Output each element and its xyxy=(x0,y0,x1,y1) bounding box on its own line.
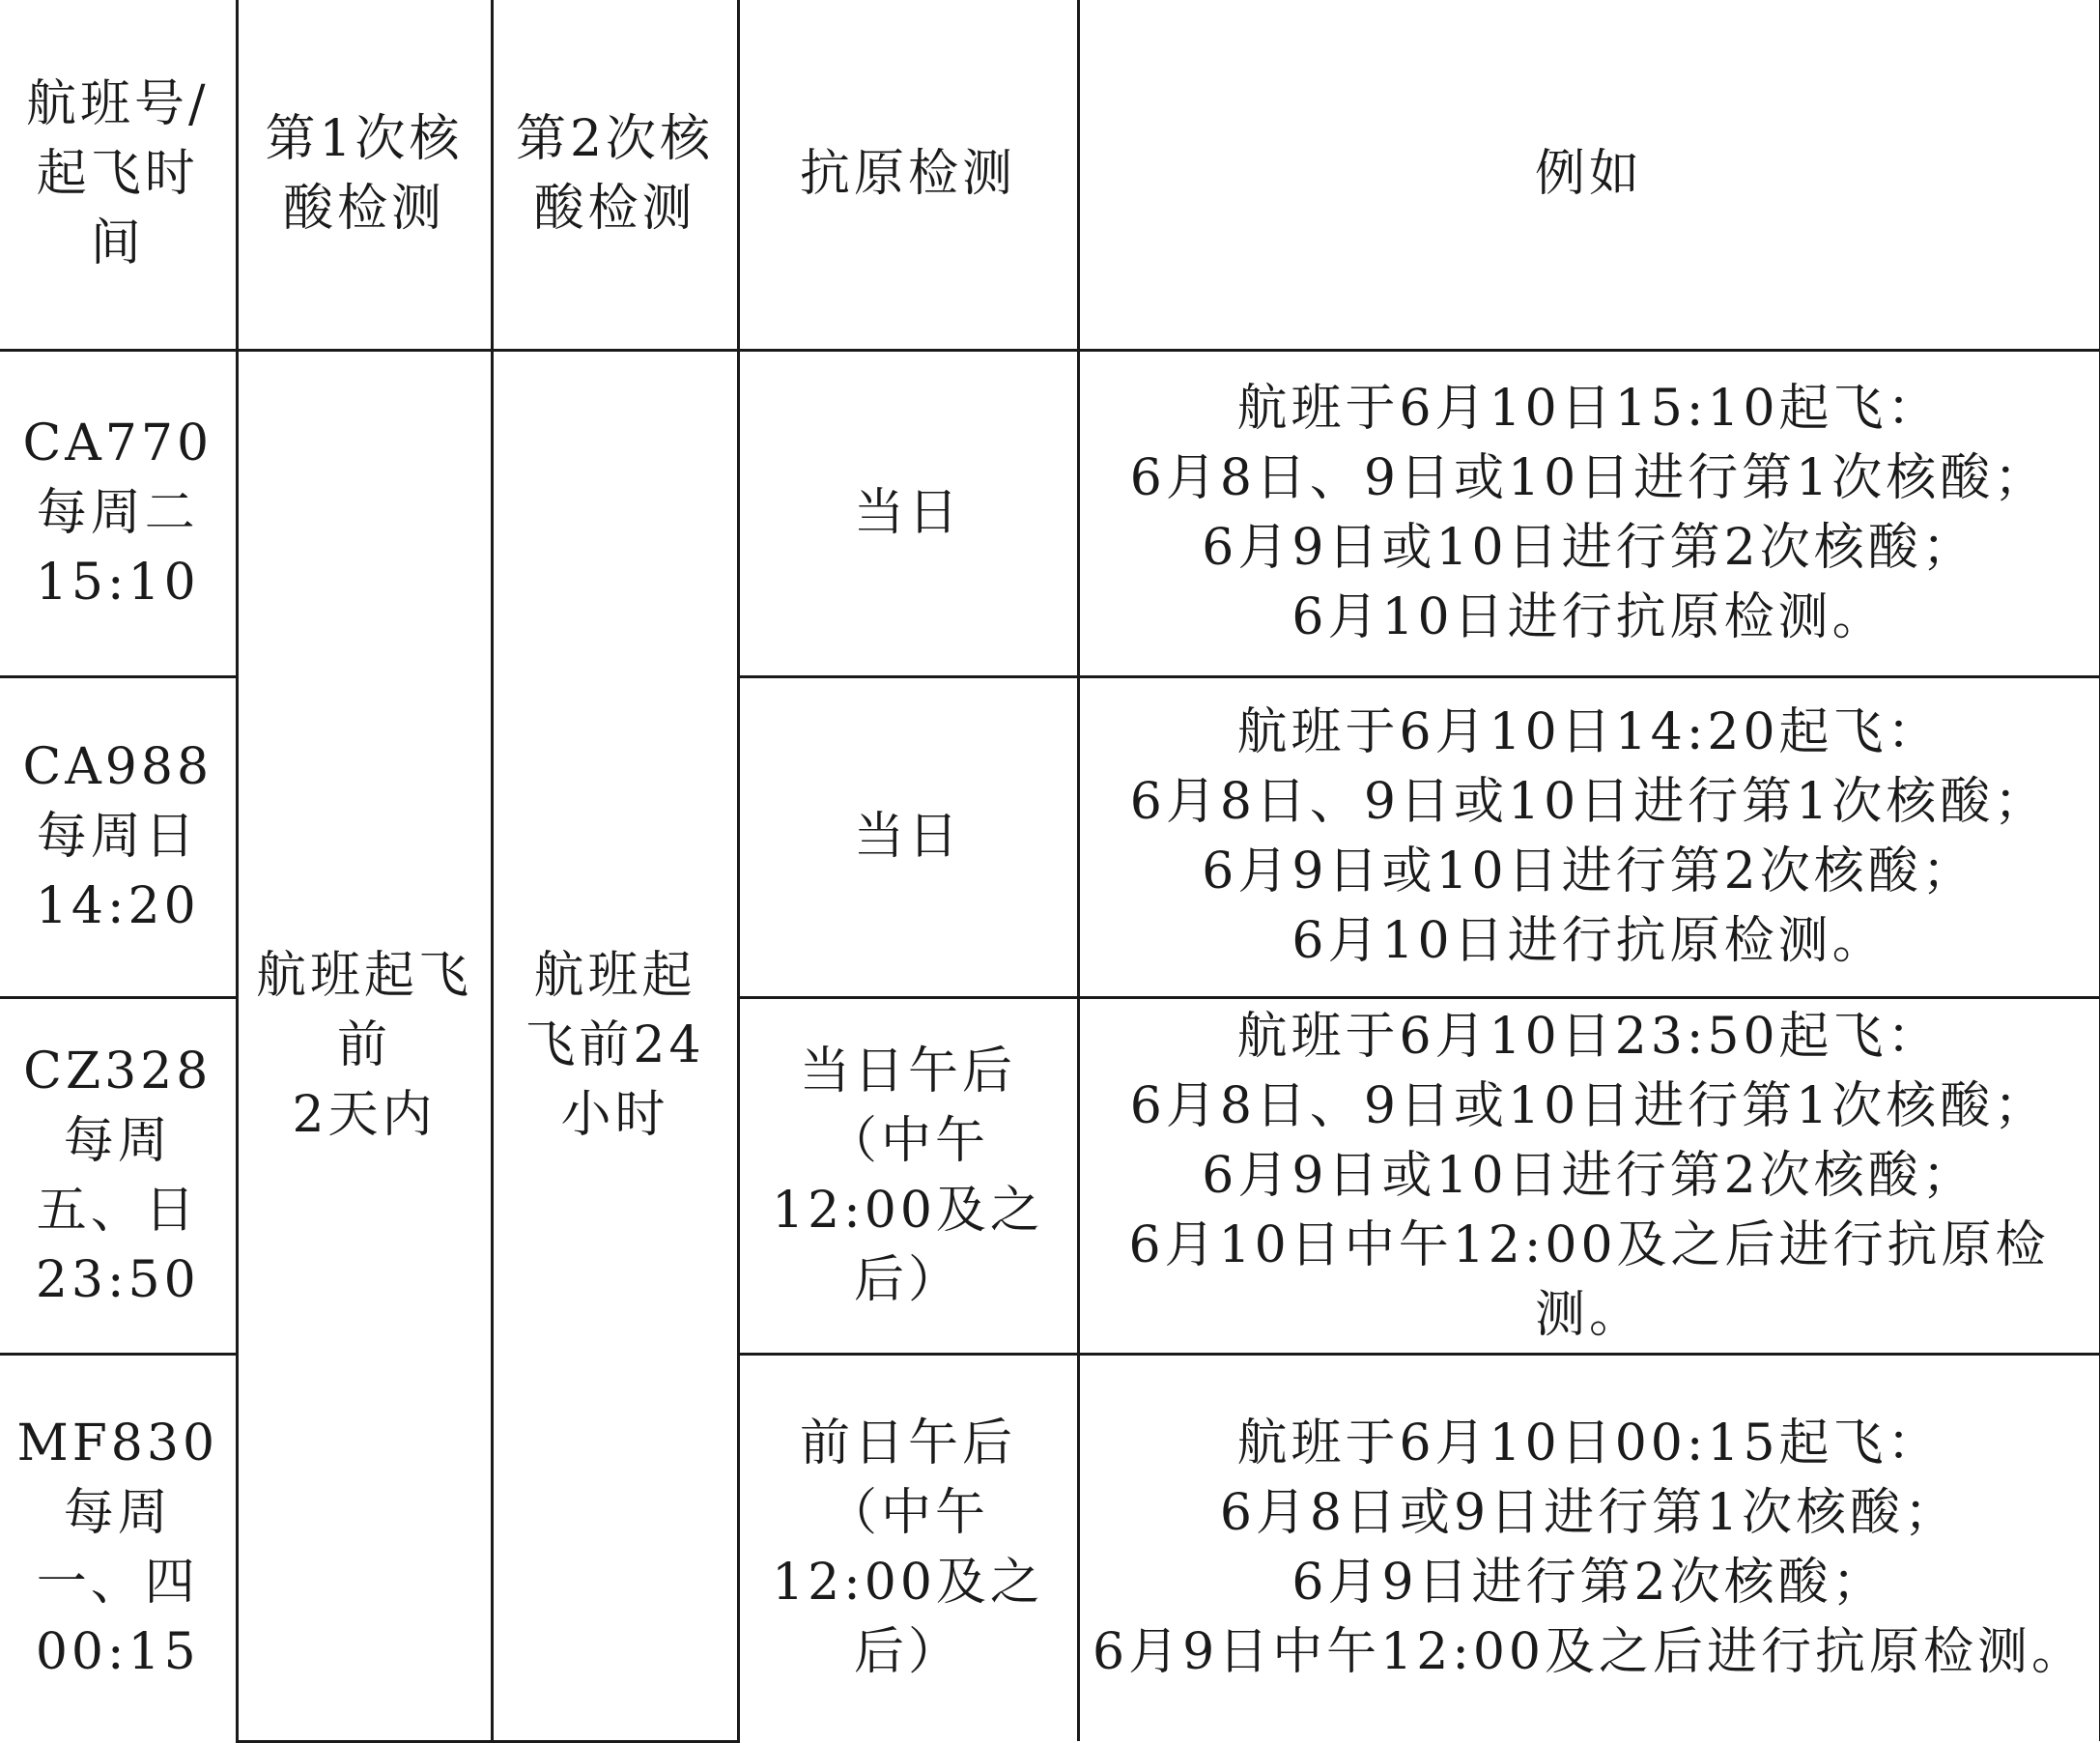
header-second-test-line: 第2次核 xyxy=(515,110,715,169)
first-test-window-line: 2天内 xyxy=(292,1086,437,1144)
example-line: 6月10日进行抗原检测。 xyxy=(1291,588,1887,646)
header-antigen-test-line: 抗原检测 xyxy=(799,145,1016,204)
antigen-cell xyxy=(738,1354,1078,1741)
example-line: 6月9日或10日进行第2次核酸； xyxy=(1202,1146,1976,1205)
flight-line: MF830 xyxy=(16,1414,219,1473)
flight-line: 14:20 xyxy=(35,877,200,935)
example-line: 6月8日、9日或10日进行第1次核酸； xyxy=(1129,773,2049,831)
example-cell xyxy=(1078,350,2100,676)
header-second-test xyxy=(492,0,738,350)
first-test-window-line: 航班起飞 xyxy=(255,947,472,1005)
antigen-cell xyxy=(738,676,1078,997)
header-second-test-line: 酸检测 xyxy=(533,180,696,239)
flight-line: 每周 xyxy=(63,1484,172,1543)
example-line: 6月9日或10日进行第2次核酸； xyxy=(1202,843,1976,900)
header-first-test-line: 第1次核 xyxy=(265,110,464,169)
second-test-window-line: 飞前24 xyxy=(525,1016,705,1074)
flight-line: 23:50 xyxy=(35,1250,200,1309)
example-line: 航班于6月10日15:10起飞： xyxy=(1236,380,1942,438)
example-line: 6月9日或10日进行第2次核酸； xyxy=(1202,519,1976,577)
flight-line: 00:15 xyxy=(35,1623,200,1682)
example-line: 6月8日、9日或10日进行第1次核酸； xyxy=(1129,1076,2049,1135)
example-cell xyxy=(1078,1354,2100,1741)
flight-line: 15:10 xyxy=(35,554,200,612)
antigen-line: 12:00及之 xyxy=(772,1554,1044,1613)
flight-cell xyxy=(0,350,237,676)
header-example-line: 例如 xyxy=(1534,145,1643,204)
antigen-line: 后） xyxy=(853,1250,962,1309)
header-first-test xyxy=(237,0,492,350)
flight-cell xyxy=(0,1354,237,1741)
first-test-window-line: 前 xyxy=(336,1016,391,1074)
flight-cell xyxy=(0,997,237,1354)
example-line: 6月9日中午12:00及之后进行抗原检测。 xyxy=(1092,1623,2086,1682)
example-line: 航班于6月10日00:15起飞： xyxy=(1236,1414,1942,1473)
example-line: 6月9日进行第2次核酸； xyxy=(1291,1554,1887,1613)
header-flight-time-line: 起飞时 xyxy=(36,145,199,204)
antigen-cell xyxy=(738,997,1078,1354)
example-line: 6月8日或9日进行第1次核酸； xyxy=(1219,1484,1959,1543)
second-test-window-line: 小时 xyxy=(560,1086,669,1144)
header-antigen-test xyxy=(738,0,1078,350)
flight-line: CZ328 xyxy=(23,1042,213,1100)
example-cell xyxy=(1078,676,2100,997)
antigen-line: （中午 xyxy=(826,1111,989,1170)
header-flight-time xyxy=(0,0,237,350)
antigen-line: 12:00及之 xyxy=(772,1181,1044,1240)
header-first-test-line: 酸检测 xyxy=(282,180,445,239)
flight-line: 每周二 xyxy=(36,484,199,542)
antigen-line: （中午 xyxy=(826,1484,989,1543)
example-line: 6月10日进行抗原检测。 xyxy=(1291,912,1887,970)
flight-cell xyxy=(0,676,237,997)
flight-line: CA770 xyxy=(22,414,213,472)
example-line: 航班于6月10日14:20起飞： xyxy=(1236,703,1942,761)
example-line: 航班于6月10日23:50起飞： xyxy=(1236,1007,1942,1066)
header-example xyxy=(1078,0,2100,350)
first-test-window-cell xyxy=(237,350,492,1741)
header-flight-time-line: 航班号/ xyxy=(25,75,210,134)
header-flight-time-line: 间 xyxy=(90,214,145,273)
example-line: 6月10日中午12:00及之后进行抗原检测。 xyxy=(1128,1215,2050,1344)
example-line: 6月8日、9日或10日进行第1次核酸； xyxy=(1129,449,2049,507)
flight-line: 每周日 xyxy=(36,808,199,866)
flight-line: 每周 xyxy=(63,1111,172,1170)
second-test-window-line: 航班起 xyxy=(533,947,696,1005)
antigen-cell xyxy=(738,350,1078,676)
header-row xyxy=(0,0,2100,350)
antigen-line: 前日午后 xyxy=(799,1414,1016,1473)
table-row xyxy=(0,350,2100,676)
antigen-line: 当日 xyxy=(853,484,962,542)
antigen-line: 后） xyxy=(853,1623,962,1682)
second-test-window-cell xyxy=(492,350,738,1741)
antigen-line: 当日午后 xyxy=(799,1042,1016,1100)
antigen-line: 当日 xyxy=(853,808,962,866)
flight-line: CA988 xyxy=(22,738,213,796)
flight-line: 一、四 xyxy=(36,1554,199,1613)
example-cell xyxy=(1078,997,2100,1354)
flight-line: 五、日 xyxy=(36,1181,199,1240)
